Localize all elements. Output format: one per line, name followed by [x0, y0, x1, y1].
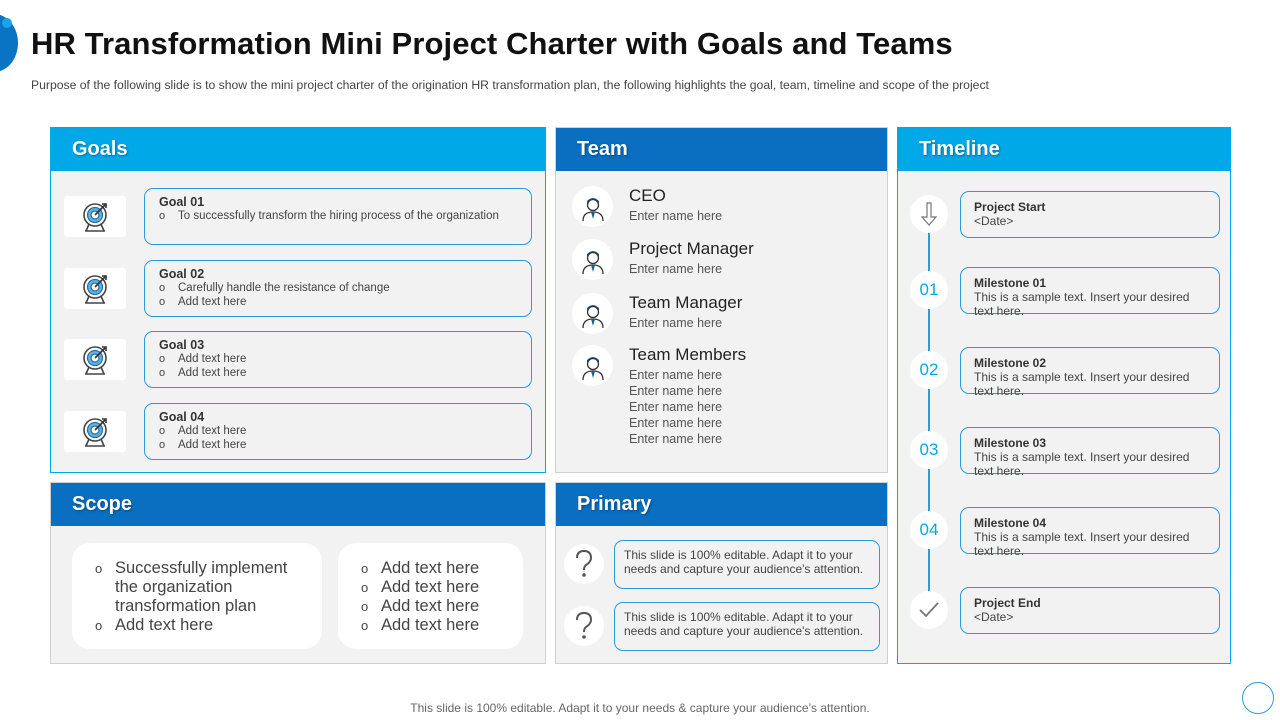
goal-title: Goal 02 — [159, 267, 205, 281]
member-name: Enter name here — [629, 432, 723, 446]
milestone-marker: 01 — [910, 271, 948, 309]
scope-card — [72, 543, 322, 649]
goal-card — [144, 403, 532, 460]
timeline-step — [960, 347, 1220, 398]
page-title: HR Transformation Mini Project Charter with Goals and Teams — [31, 26, 953, 61]
goal-title: Goal 01 — [159, 195, 205, 209]
timeline-step-text: <Date> — [974, 214, 1014, 228]
timeline-step — [960, 191, 1220, 238]
target-icon — [64, 196, 126, 237]
goal-bullet: o To successfully transform the hiring process of the organization — [159, 209, 517, 223]
scope-list — [88, 559, 306, 635]
member-role: Team Members — [629, 345, 747, 364]
target-icon — [64, 339, 126, 380]
member-name: Enter name here — [629, 368, 723, 382]
arrow-down-icon — [910, 195, 948, 233]
timeline-step-title: Milestone 04 — [974, 516, 1047, 530]
person-icon — [572, 239, 613, 280]
timeline-step-title: Milestone 02 — [974, 356, 1047, 370]
checkmark-icon — [910, 591, 948, 629]
goal-title: Goal 03 — [159, 338, 205, 352]
goal-bullet: o Carefully handle the resistance of change — [159, 281, 517, 295]
member-role: Team Manager — [629, 293, 743, 312]
target-icon — [64, 411, 126, 452]
goal-bullet: o Add text here — [159, 438, 517, 452]
timeline-step — [960, 507, 1220, 558]
goal-row — [51, 188, 545, 246]
person-icon — [572, 345, 613, 386]
member-name: Enter name here — [629, 262, 723, 276]
timeline-panel — [897, 127, 1231, 664]
goals-panel — [50, 127, 546, 473]
member-name: Enter name here — [629, 416, 723, 430]
goal-card — [144, 260, 532, 317]
scope-item: o Add text here — [354, 578, 507, 597]
goal-bullet: o Add text here — [159, 295, 517, 309]
scope-item: o Add text here — [354, 597, 507, 616]
scope-card — [338, 543, 523, 649]
question-mark-icon — [564, 544, 604, 584]
timeline-step — [960, 427, 1220, 478]
timeline-step-text: <Date> — [974, 610, 1014, 624]
timeline-step-title: Milestone 01 — [974, 276, 1047, 290]
milestone-marker: 03 — [910, 431, 948, 469]
primary-note: This slide is 100% editable. Adapt it to your needs and capture your audience's attention. — [614, 602, 880, 651]
person-icon — [572, 186, 613, 227]
target-icon — [64, 268, 126, 309]
timeline-step-text: This is a sample text. Insert your desired text here. — [974, 290, 1190, 318]
member-names — [629, 315, 722, 331]
goal-card — [144, 331, 532, 388]
member-names — [629, 208, 722, 224]
page-subtitle: Purpose of the following slide is to show the mini project charter of the origination HR transformation plan, the following highlights the goal, team, timeline and scope of the project — [31, 78, 989, 92]
member-name: Enter name here — [629, 400, 723, 414]
person-icon — [572, 293, 613, 334]
scope-item: o Add text here — [88, 616, 306, 635]
milestone-marker: 02 — [910, 351, 948, 389]
goal-row — [51, 403, 545, 461]
goal-bullets — [159, 281, 517, 309]
team-panel — [555, 127, 888, 473]
goals-heading: Goals — [51, 128, 545, 171]
goal-bullet: o Add text here — [159, 366, 517, 380]
scope-panel — [50, 482, 546, 664]
timeline-step — [960, 267, 1220, 318]
timeline-step-title: Milestone 03 — [974, 436, 1047, 450]
member-names — [629, 261, 722, 277]
member-name: Enter name here — [629, 209, 723, 223]
timeline-step-title: Project Start — [974, 200, 1046, 214]
primary-panel — [555, 482, 888, 664]
corner-dot-decoration — [2, 18, 12, 28]
scope-heading: Scope — [51, 483, 545, 526]
scope-item: o Add text here — [354, 559, 507, 578]
question-mark-icon — [564, 606, 604, 646]
goal-bullets — [159, 424, 517, 452]
member-name: Enter name here — [629, 316, 723, 330]
timeline-step-title: Project End — [974, 596, 1041, 610]
footer-note: This slide is 100% editable. Adapt it to your needs & capture your audience’s attention. — [410, 701, 870, 715]
goal-title: Goal 04 — [159, 410, 205, 424]
member-names — [629, 367, 722, 447]
member-name: Enter name here — [629, 384, 723, 398]
scope-list — [354, 559, 507, 635]
timeline-step — [960, 587, 1220, 634]
corner-ring-decoration — [1242, 682, 1274, 714]
goal-bullets — [159, 209, 517, 223]
member-role: CEO — [629, 186, 666, 205]
team-heading: Team — [556, 128, 887, 171]
goal-card — [144, 188, 532, 245]
scope-item: o Successfully implement the organization transformation plan — [88, 559, 306, 616]
goal-bullet: o Add text here — [159, 424, 517, 438]
primary-note: This slide is 100% editable. Adapt it to your needs and capture your audience's attention. — [614, 540, 880, 589]
goal-bullet: o Add text here — [159, 352, 517, 366]
timeline-step-text: This is a sample text. Insert your desired text here. — [974, 450, 1190, 478]
primary-heading: Primary — [556, 483, 887, 526]
scope-item: o Add text here — [354, 616, 507, 635]
goal-row — [51, 260, 545, 318]
member-role: Project Manager — [629, 239, 754, 258]
timeline-heading: Timeline — [898, 128, 1230, 171]
goal-row — [51, 331, 545, 389]
goal-bullets — [159, 352, 517, 380]
milestone-marker: 04 — [910, 511, 948, 549]
timeline-step-text: This is a sample text. Insert your desired text here. — [974, 370, 1190, 398]
timeline-step-text: This is a sample text. Insert your desired text here. — [974, 530, 1190, 558]
